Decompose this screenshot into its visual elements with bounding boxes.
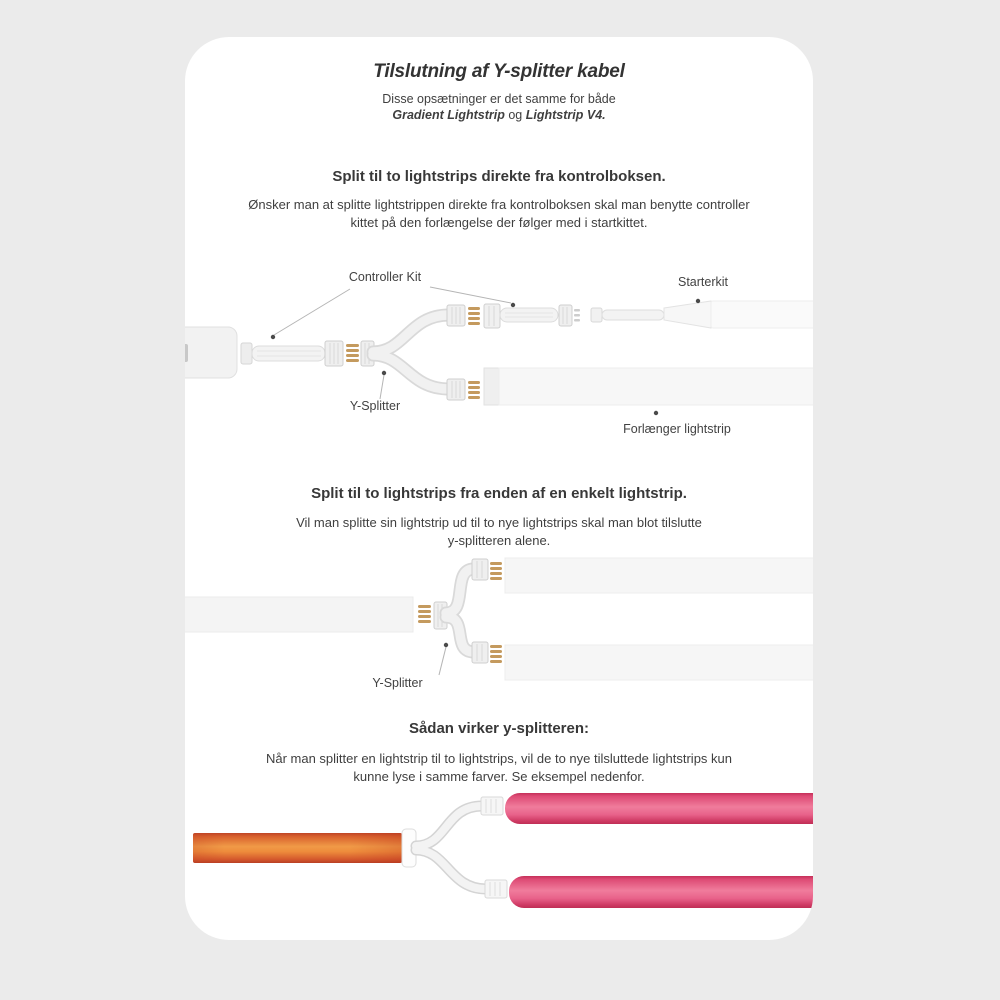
label-dots bbox=[444, 643, 448, 647]
y-splitter-lower-plug bbox=[485, 880, 507, 898]
section3-body-line2: kunne lyse i samme farver. Se eksempel nedenfor. bbox=[353, 769, 645, 784]
split-lightstrip-pink-lower bbox=[509, 876, 813, 908]
diagram-color-example bbox=[185, 780, 813, 920]
source-lightstrip-orange bbox=[193, 833, 402, 863]
left-lightstrip bbox=[185, 597, 413, 632]
page-title: Tilslutning af Y-splitter kabel bbox=[373, 61, 625, 82]
subtitle-line1: Disse opsætninger er det samme for både bbox=[382, 92, 616, 106]
y-splitter-upper-plug bbox=[447, 305, 465, 326]
split-lightstrip-pink-upper bbox=[505, 793, 813, 824]
leader-lines bbox=[439, 647, 446, 675]
connector-pins bbox=[468, 307, 480, 325]
section1-body bbox=[185, 196, 813, 232]
subtitle-line2 bbox=[185, 107, 813, 123]
section1-heading: Split til to lightstrips direkte fra kontrolboksen. bbox=[332, 168, 666, 185]
subtitle-gradient-lightstrip: Gradient Lightstrip bbox=[392, 108, 505, 122]
connector-pins bbox=[490, 645, 502, 663]
subtitle-lightstrip-v4: Lightstrip V4. bbox=[525, 108, 606, 122]
section3-heading: Sådan virker y-splitteren: bbox=[408, 720, 590, 737]
label-controller-kit: Controller Kit bbox=[348, 270, 422, 284]
y-splitter-cable bbox=[402, 806, 486, 889]
diagram-split-from-strip-end bbox=[185, 550, 813, 700]
controller-kit-cable-left bbox=[241, 341, 343, 366]
diagram3-graphic bbox=[185, 780, 813, 920]
section2-body-line2: y-splitteren alene. bbox=[447, 533, 551, 548]
upper-lightstrip bbox=[505, 558, 813, 593]
connector-pins bbox=[346, 344, 359, 362]
diagram2-graphic bbox=[185, 550, 813, 700]
connector-pins bbox=[468, 381, 480, 399]
instruction-card bbox=[185, 37, 813, 940]
label-y-splitter-2: Y-Splitter bbox=[372, 676, 423, 690]
subtitle-og: og bbox=[508, 108, 523, 122]
label-y-splitter-1: Y-Splitter bbox=[349, 399, 401, 413]
section2-body-line1: Vil man splitte sin lightstrip ud til to nye lightstrips skal man blot tilslutte bbox=[296, 515, 702, 530]
y-splitter-lower-plug bbox=[447, 379, 465, 400]
connector-pins bbox=[490, 562, 502, 580]
y-splitter-lower-plug bbox=[472, 642, 488, 663]
label-starterkit: Starterkit bbox=[677, 275, 728, 289]
section2-body bbox=[185, 514, 813, 550]
y-splitter-upper-plug bbox=[481, 797, 503, 815]
extension-lightstrip bbox=[484, 368, 813, 405]
section1-body-line2: kittet på den forlængelse der følger med i startkittet. bbox=[350, 215, 648, 230]
connector-pins bbox=[418, 605, 431, 623]
label-forlaenger-lightstrip: Forlænger lightstrip bbox=[623, 422, 731, 436]
y-splitter-cable bbox=[361, 315, 449, 389]
section1-body-line1: Ønsker man at splitte lightstrippen direkte fra kontrolboksen skal man benytte controller bbox=[248, 197, 750, 212]
controller-box bbox=[185, 327, 237, 378]
section3-body-line1: Når man splitter en lightstrip til to lightstrips, vil de to nye tilsluttede lightstrips kun bbox=[265, 751, 733, 766]
diagram-split-from-controlbox bbox=[185, 260, 813, 450]
controller-kit-cable-right bbox=[484, 304, 580, 328]
lower-lightstrip bbox=[505, 645, 813, 680]
section2-heading: Split til to lightstrips fra enden af en enkelt lightstrip. bbox=[311, 485, 687, 502]
y-splitter-upper-plug bbox=[472, 559, 488, 580]
starterkit-cable bbox=[591, 301, 813, 328]
y-splitter-cable bbox=[434, 569, 474, 652]
